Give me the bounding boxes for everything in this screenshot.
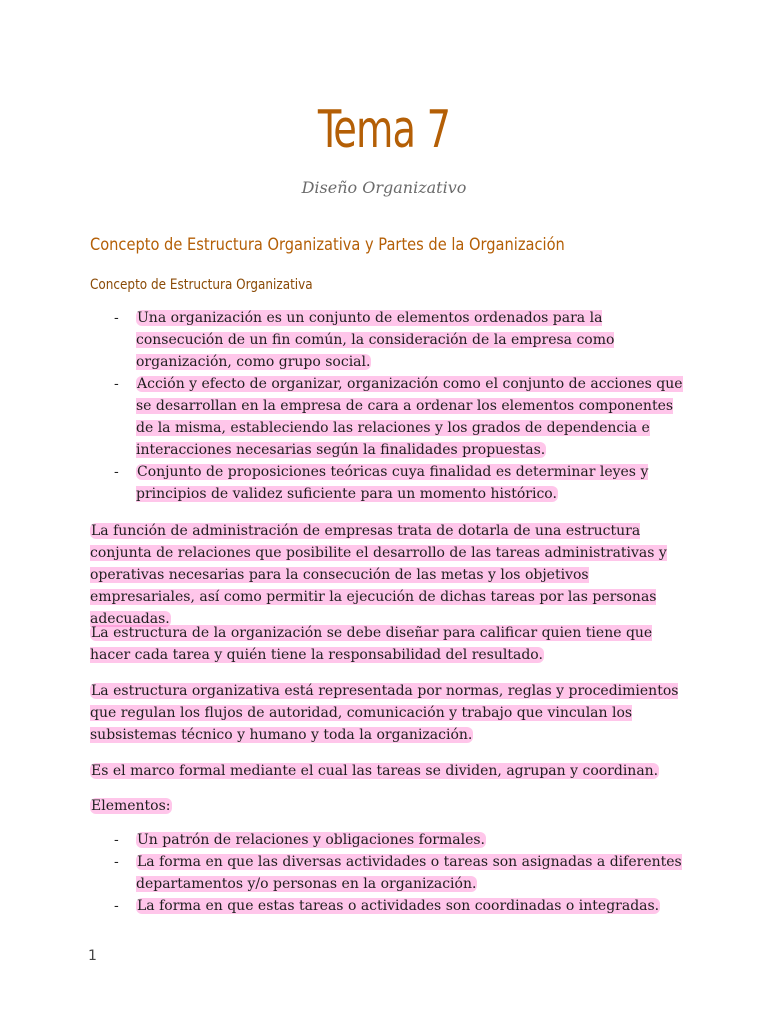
highlighted-text: Un patrón de relaciones y obligaciones formales.: [137, 832, 485, 848]
highlighted-text: La estructura organizativa está representada por normas, reglas y procedimientos que regulan los flujos de autoridad, comunicación y trabajo que vinculan los subsistemas técnico y humano y toda la organización.: [90, 683, 679, 743]
highlighted-text: Acción y efecto de organizar, organización como el conjunto de acciones que se desarrollan en la empresa de cara a ordenar los elementos componentes de la misma, estableciendo las relaciones y los grados de dependencia e interacciones necesarias según la finalidades propuestas.: [136, 376, 683, 458]
section-heading: Concepto de Estructura Organizativa y Partes de la Organización: [90, 235, 565, 255]
list-item: [90, 851, 690, 895]
highlighted-text: La forma en que las diversas actividades o tareas son asignadas a diferentes departamentos y/o personas en la organización.: [136, 854, 682, 892]
highlighted-text: La forma en que estas tareas o actividades son coordinadas o integradas.: [137, 898, 660, 914]
subsection-heading: Concepto de Estructura Organizativa: [90, 277, 313, 293]
definition-list: [90, 307, 690, 505]
paragraph: [90, 760, 690, 782]
list-item: [90, 829, 690, 851]
highlighted-text: La función de administración de empresas trata de dotarla de una estructura conjunta de relaciones que posibilite el desarrollo de las tareas administrativas y operativas necesarias para la consecución de las metas y los objetivos empresariales, así como permitir la ejecución de dichas tareas por las personas adecuadas.: [90, 523, 667, 627]
list-item: [90, 373, 690, 461]
document-subtitle: Diseño Organizativo: [301, 178, 467, 197]
document-title: Tema 7: [317, 100, 451, 160]
paragraph: [90, 622, 690, 666]
elements-list: [90, 829, 690, 917]
list-item: [90, 461, 690, 505]
highlighted-text: Elementos:: [91, 798, 171, 814]
highlighted-text: Conjunto de proposiciones teóricas cuya finalidad es determinar leyes y principios de validez suficiente para un momento histórico.: [136, 464, 649, 502]
paragraph: [90, 680, 690, 746]
page-number: 1: [88, 948, 97, 964]
highlighted-text: Es el marco formal mediante el cual las tareas se dividen, agrupan y coordinan.: [91, 763, 659, 779]
paragraph: [90, 520, 690, 630]
list-item: [90, 307, 690, 373]
highlighted-text: Una organización es un conjunto de elementos ordenados para la consecución de un fin común, la consideración de la empresa como organización, como grupo social.: [136, 310, 615, 370]
elements-label: [90, 795, 690, 817]
list-item: [90, 895, 690, 917]
highlighted-text: La estructura de la organización se debe diseñar para calificar quien tiene que hacer cada tarea y quién tiene la responsabilidad del resultado.: [90, 625, 653, 663]
